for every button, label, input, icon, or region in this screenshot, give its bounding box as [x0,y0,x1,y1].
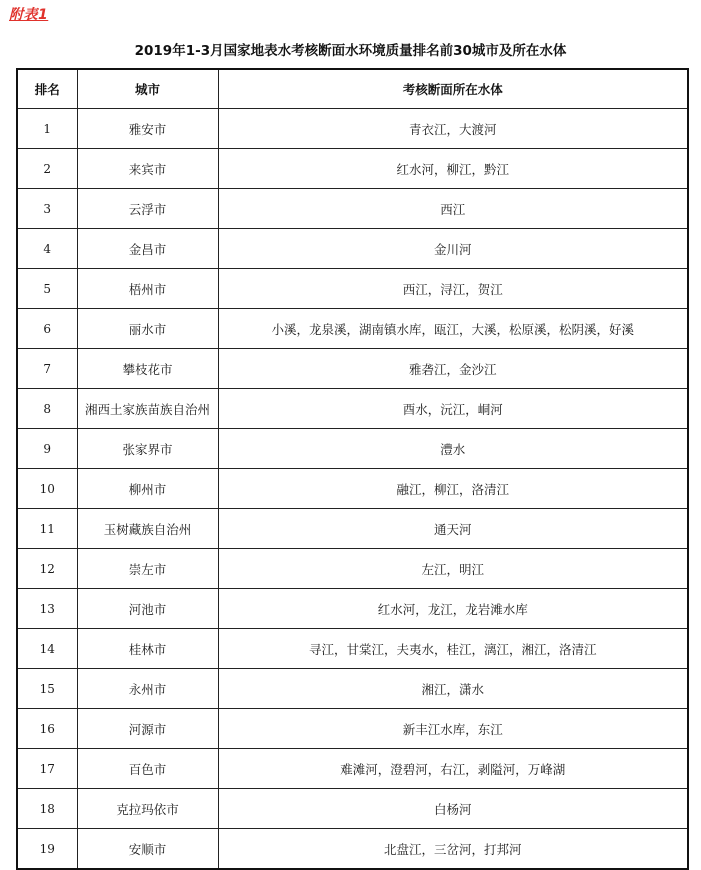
header-city: 城市 [77,69,218,109]
city-cell: 张家界市 [77,429,218,469]
rank-cell: 6 [17,309,77,349]
rank-cell: 7 [17,349,77,389]
city-cell: 云浮市 [77,189,218,229]
city-cell: 河池市 [77,589,218,629]
table-row [17,829,688,870]
water-body-cell: 融江，柳江，洛清江 [218,469,688,509]
rank-cell: 3 [17,189,77,229]
water-body-cell: 北盘江，三岔河，打邦河 [218,829,688,870]
city-cell: 百色市 [77,749,218,789]
water-body-cell: 澧水 [218,429,688,469]
water-body-cell: 西江 [218,189,688,229]
city-cell: 雅安市 [77,109,218,149]
table-header-row [17,69,688,109]
rank-cell: 1 [17,109,77,149]
rank-cell: 14 [17,629,77,669]
water-body-cell: 雅砻江，金沙江 [218,349,688,389]
attachment-label: 附表1 [9,7,49,23]
water-body-cell: 湘江，潇水 [218,669,688,709]
rank-cell: 12 [17,549,77,589]
water-body-cell: 金川河 [218,229,688,269]
header-water-body: 考核断面所在水体 [218,69,688,109]
table-row [17,629,688,669]
rank-cell: 18 [17,789,77,829]
city-cell: 桂林市 [77,629,218,669]
rank-cell: 16 [17,709,77,749]
rank-cell: 13 [17,589,77,629]
header-rank: 排名 [17,69,77,109]
rank-cell: 19 [17,829,77,870]
table-row [17,789,688,829]
city-cell: 金昌市 [77,229,218,269]
table-row [17,709,688,749]
rank-cell: 2 [17,149,77,189]
table-row [17,469,688,509]
city-cell: 安顺市 [77,829,218,870]
water-body-cell: 通天河 [218,509,688,549]
table-row [17,669,688,709]
city-cell: 攀枝花市 [77,349,218,389]
table-row [17,109,688,149]
table-row [17,429,688,469]
table-row [17,549,688,589]
rank-cell: 5 [17,269,77,309]
rank-cell: 9 [17,429,77,469]
city-cell: 柳州市 [77,469,218,509]
table-row [17,589,688,629]
table-row [17,349,688,389]
table-row [17,309,688,349]
table-row [17,389,688,429]
table-row [17,269,688,309]
rank-cell: 11 [17,509,77,549]
document-title: 2019年1-3月国家地表水考核断面水环境质量排名前30城市及所在水体 [134,43,567,59]
rank-cell: 15 [17,669,77,709]
water-body-cell: 红水河，柳江，黔江 [218,149,688,189]
table-row [17,749,688,789]
city-cell: 崇左市 [77,549,218,589]
table-row [17,149,688,189]
water-body-cell: 红水河，龙江，龙岩滩水库 [218,589,688,629]
city-cell: 玉树藏族自治州 [77,509,218,549]
water-body-cell: 西江，浔江，贺江 [218,269,688,309]
water-body-cell: 新丰江水库，东江 [218,709,688,749]
city-cell: 梧州市 [77,269,218,309]
rank-cell: 8 [17,389,77,429]
city-cell: 永州市 [77,669,218,709]
rank-cell: 10 [17,469,77,509]
city-cell: 湘西土家族苗族自治州 [77,389,218,429]
water-body-cell: 小溪，龙泉溪，湖南镇水库，瓯江，大溪，松原溪，松阴溪，好溪 [218,309,688,349]
table-row [17,509,688,549]
city-cell: 河源市 [77,709,218,749]
table-row [17,189,688,229]
water-body-cell: 寻江，甘棠江，夫夷水，桂江，漓江，湘江，洛清江 [218,629,688,669]
rank-cell: 4 [17,229,77,269]
water-body-cell: 左江，明江 [218,549,688,589]
city-cell: 丽水市 [77,309,218,349]
ranking-table [16,68,689,870]
rank-cell: 17 [17,749,77,789]
city-cell: 来宾市 [77,149,218,189]
water-body-cell: 难滩河，澄碧河，右江，剥隘河，万峰湖 [218,749,688,789]
water-body-cell: 青衣江，大渡河 [218,109,688,149]
water-body-cell: 酉水，沅江，峒河 [218,389,688,429]
table-row [17,229,688,269]
city-cell: 克拉玛依市 [77,789,218,829]
water-body-cell: 白杨河 [218,789,688,829]
